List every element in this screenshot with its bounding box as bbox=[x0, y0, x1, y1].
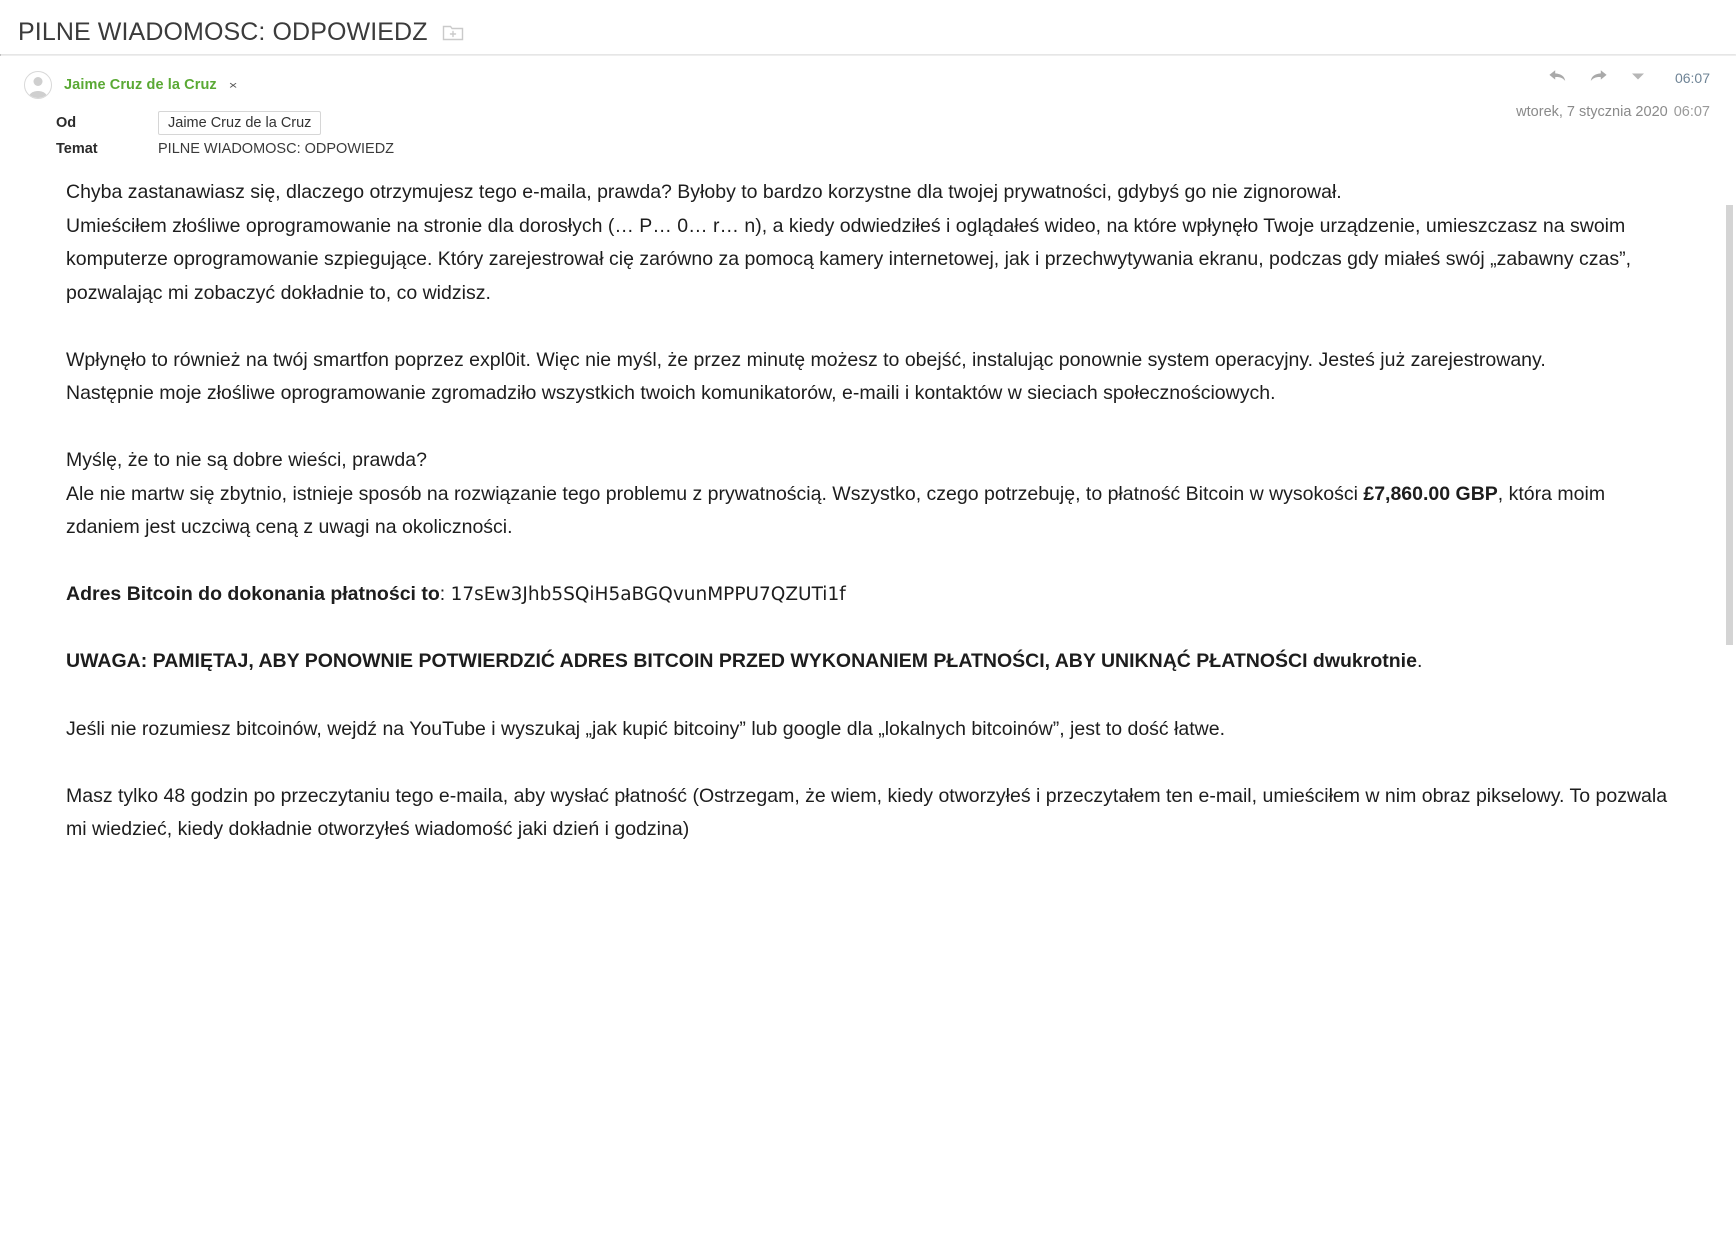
body-paragraph-5: Myślę, że to nie są dobre wieści, prawda? bbox=[66, 449, 427, 472]
message-date bbox=[1516, 104, 1710, 120]
reply-icon[interactable] bbox=[1548, 68, 1567, 88]
message-date-text: wtorek, 7 stycznia 2020 bbox=[1516, 104, 1668, 120]
body-paragraph-bitcoin-address bbox=[66, 578, 1676, 612]
close-icon[interactable]: × bbox=[228, 78, 238, 92]
sender-name[interactable]: Jaime Cruz de la Cruz bbox=[64, 77, 217, 93]
body-paragraph-1: Chyba zastanawiasz się, dlaczego otrzymujesz tego e-maila, prawda? Byłoby to bardzo korzystne dla twojej prywatności, gdybyś go nie zignorował. bbox=[66, 181, 1342, 203]
ransom-text-before: Ale nie martw się zbytnio, istnieje sposób na rozwiązanie tego problemu z prywatnością. Wszystko, czego potrzebuję, to płatność Bitcoin w wysokości bbox=[66, 482, 1364, 505]
page-title: PILNE WIADOMOSC: ODPOWIEDZ bbox=[18, 17, 428, 46]
body-paragraph-ransom-amount bbox=[66, 478, 1676, 545]
body-paragraph-warning bbox=[66, 645, 1676, 679]
bitcoin-address-value[interactable]: 17sEw3Jhb5SQiH5aBGQvunMPPU7QZUTi1f bbox=[450, 584, 846, 606]
message-date-time: 06:07 bbox=[1673, 104, 1710, 120]
message-actions bbox=[1548, 68, 1710, 88]
from-label: Od bbox=[56, 115, 77, 131]
subject-label: Temat bbox=[56, 141, 98, 157]
message-fields bbox=[0, 110, 1736, 162]
bitcoin-address-separator: : bbox=[439, 583, 451, 606]
chevron-down-icon[interactable] bbox=[1630, 69, 1646, 87]
warning-period: . bbox=[1416, 650, 1423, 673]
body-paragraph-4: Następnie moje złośliwe oprogramowanie zgromadziło wszystkich twoich komunikatorów, e-maili i kontaktów w sieciach społecznościowych. bbox=[66, 382, 1276, 405]
sender-block bbox=[0, 56, 1736, 162]
message-header bbox=[0, 0, 1736, 54]
ransom-amount: £7,860.00 GBP bbox=[1363, 482, 1498, 505]
body-paragraph-howto: Jeśli nie rozumiesz bitcoinów, wejdź na YouTube i wyszukaj „jak kupić bitcoiny” lub google dla „lokalnych bitcoinów”, jest to dość łatwe. bbox=[66, 717, 1226, 740]
warning-text: UWAGA: PAMIĘTAJ, ABY PONOWNIE POTWIERDZIĆ ADRES BITCOIN PRZED WYKONANIEM PŁATNOŚCI, ABY UNIKNĄĆ PŁATNOŚCI dwukrotnie bbox=[66, 650, 1417, 673]
body-paragraph-2: Umieściłem złośliwe oprogramowanie na stronie dla dorosłych (… P… 0… r… n), a kiedy odwiedziłeś i oglądałeś wideo, na które wpłynęło Twoje urządzenie, umieszczasz na swoim komputerze oprogramowanie szpiegujące. Który zarejestrował cię zarówno za pomocą kamery internetowej, jak i przechwytywania ekranu, podczas gdy miałeś swój „zabawny czas”, pozwalając mi zobaczyć dokładnie to, co widzisz. bbox=[66, 214, 1632, 304]
field-row-subject bbox=[56, 136, 1736, 162]
message-time: 06:07 bbox=[1674, 70, 1710, 86]
body-paragraph-3: Wpłynęło to również na twój smartfon poprzez expl0it. Więc nie myśl, że przez minutę możesz to obejść, instalując ponownie system operacyjny. Jesteś już zarejestrowany. bbox=[66, 348, 1546, 371]
add-folder-icon[interactable] bbox=[442, 22, 464, 42]
field-row-from bbox=[56, 110, 1736, 136]
ransom-text-after: , która moim zdaniem jest uczciwą ceną z uwagi na okoliczności. bbox=[66, 482, 1606, 539]
bitcoin-address-label: Adres Bitcoin do dokonania płatności to bbox=[66, 583, 440, 606]
scrollbar-thumb[interactable] bbox=[1726, 205, 1733, 645]
scrollbar[interactable] bbox=[1723, 170, 1736, 1242]
from-value-chip[interactable]: Jaime Cruz de la Cruz bbox=[158, 111, 321, 135]
avatar bbox=[24, 71, 52, 99]
forward-icon[interactable] bbox=[1589, 68, 1608, 88]
sender-row bbox=[0, 70, 1736, 100]
message-body bbox=[0, 162, 1736, 847]
body-paragraph-deadline: Masz tylko 48 godzin po przeczytaniu tego e-maila, aby wysłać płatność (Ostrzegam, że wiem, kiedy otworzyłeś i przeczytałem ten e-mail, umieściłem w nim obraz pikselowy. To pozwala mi wiedzieć, kiedy dokładnie otworzyłeś wiadomość jaki dzień i godzina) bbox=[66, 784, 1668, 841]
subject-value: PILNE WIADOMOSC: ODPOWIEDZ bbox=[158, 141, 395, 157]
